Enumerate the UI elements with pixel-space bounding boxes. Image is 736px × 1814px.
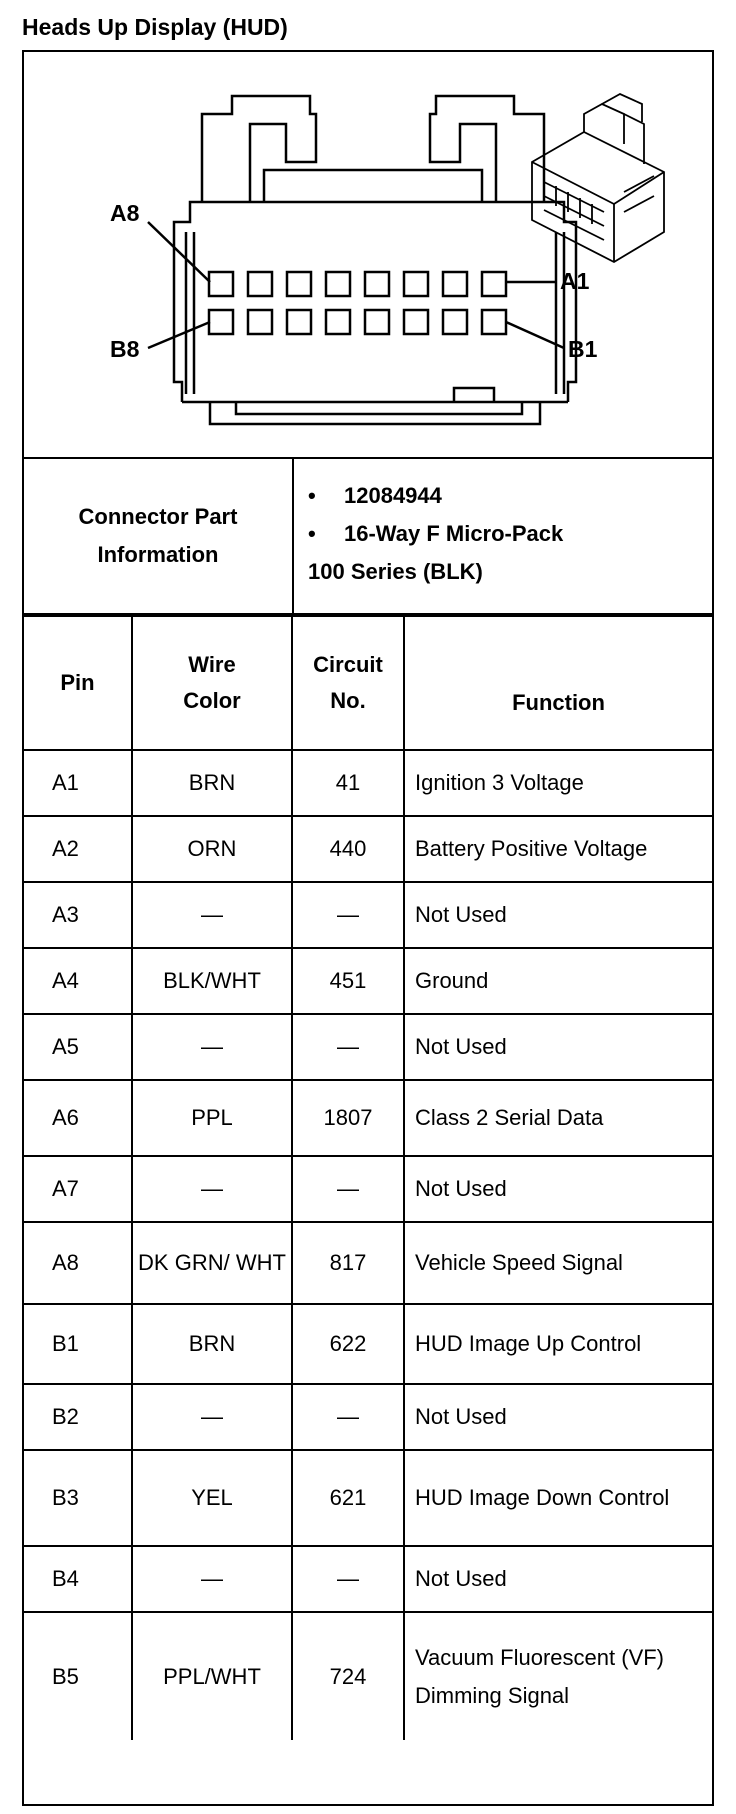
wire-color-cell: DK GRN/ WHT bbox=[132, 1222, 292, 1304]
function-cell: Not Used bbox=[404, 1156, 712, 1222]
circuit-cell: 724 bbox=[292, 1612, 404, 1740]
function-cell: Not Used bbox=[404, 1546, 712, 1612]
table-row bbox=[24, 1080, 712, 1156]
wire-color-cell: PPL bbox=[132, 1080, 292, 1156]
pin-cell: A8 bbox=[24, 1222, 132, 1304]
function-cell: Not Used bbox=[404, 1384, 712, 1450]
pin-cell: B1 bbox=[24, 1304, 132, 1384]
table-row bbox=[24, 1304, 712, 1384]
pin-cell: A2 bbox=[24, 816, 132, 882]
circuit-cell: 41 bbox=[292, 750, 404, 816]
table-row bbox=[24, 1612, 712, 1740]
page-title: Heads Up Display (HUD) bbox=[22, 14, 288, 40]
pin-cell: A6 bbox=[24, 1080, 132, 1156]
circuit-cell: 622 bbox=[292, 1304, 404, 1384]
part-number: 12084944 bbox=[344, 483, 442, 508]
wire-color-cell: — bbox=[132, 1156, 292, 1222]
table-row bbox=[24, 816, 712, 882]
circuit-cell: — bbox=[292, 882, 404, 948]
pin-cell: A3 bbox=[24, 882, 132, 948]
header-function: Function bbox=[404, 616, 712, 750]
table-header-row bbox=[24, 616, 712, 750]
pin-label-b1: B1 bbox=[568, 336, 598, 362]
circuit-cell: — bbox=[292, 1014, 404, 1080]
table-row bbox=[24, 1014, 712, 1080]
wire-color-cell: — bbox=[132, 882, 292, 948]
function-cell: HUD Image Down Control bbox=[404, 1450, 712, 1546]
table-row bbox=[24, 948, 712, 1014]
function-cell: Battery Positive Voltage bbox=[404, 816, 712, 882]
circuit-cell: 621 bbox=[292, 1450, 404, 1546]
table-row bbox=[24, 1546, 712, 1612]
function-cell: Ignition 3 Voltage bbox=[404, 750, 712, 816]
pin-label-b8: B8 bbox=[110, 336, 140, 362]
connector-face-drawing bbox=[24, 52, 712, 457]
header-circuit-no: Circuit No. bbox=[292, 616, 404, 750]
pin-label-a8: A8 bbox=[110, 200, 140, 226]
pin-cell: B2 bbox=[24, 1384, 132, 1450]
table-row bbox=[24, 1450, 712, 1546]
connector-info-label: Connector Part Information bbox=[24, 459, 294, 613]
function-cell: Vehicle Speed Signal bbox=[404, 1222, 712, 1304]
function-cell: HUD Image Up Control bbox=[404, 1304, 712, 1384]
function-cell: Not Used bbox=[404, 1014, 712, 1080]
pin-cell: A7 bbox=[24, 1156, 132, 1222]
wire-color-cell: PPL/WHT bbox=[132, 1612, 292, 1740]
pin-label-a1: A1 bbox=[560, 268, 590, 294]
table-row bbox=[24, 882, 712, 948]
wire-color-cell: BLK/WHT bbox=[132, 948, 292, 1014]
wire-color-cell: ORN bbox=[132, 816, 292, 882]
circuit-cell: — bbox=[292, 1384, 404, 1450]
table-row bbox=[24, 1156, 712, 1222]
circuit-cell: — bbox=[292, 1156, 404, 1222]
connector-info-details bbox=[294, 477, 563, 591]
function-cell: Vacuum Fluorescent (VF) Dimming Signal bbox=[404, 1612, 712, 1740]
wire-color-cell: YEL bbox=[132, 1450, 292, 1546]
pin-cell: A5 bbox=[24, 1014, 132, 1080]
connector-iso-icon bbox=[532, 94, 664, 262]
wire-color-cell: BRN bbox=[132, 750, 292, 816]
bullet-icon: • bbox=[308, 521, 316, 546]
pinout-table bbox=[24, 615, 712, 1740]
connector-diagram bbox=[24, 52, 712, 459]
function-cell: Ground bbox=[404, 948, 712, 1014]
wire-color-cell: — bbox=[132, 1014, 292, 1080]
pin-cell: A4 bbox=[24, 948, 132, 1014]
wire-color-cell: — bbox=[132, 1546, 292, 1612]
wire-color-cell: — bbox=[132, 1384, 292, 1450]
header-wire-color: Wire Color bbox=[132, 616, 292, 750]
circuit-cell: — bbox=[292, 1546, 404, 1612]
pin-cell: B5 bbox=[24, 1612, 132, 1740]
connector-part-information bbox=[24, 459, 712, 615]
pin-cell: A1 bbox=[24, 750, 132, 816]
table-row bbox=[24, 1222, 712, 1304]
pin-cell: B4 bbox=[24, 1546, 132, 1612]
pinout-rows bbox=[24, 750, 712, 1740]
wire-color-cell: BRN bbox=[132, 1304, 292, 1384]
connector-description: 16-Way F Micro-Pack bbox=[344, 521, 564, 546]
circuit-cell: 440 bbox=[292, 816, 404, 882]
circuit-cell: 451 bbox=[292, 948, 404, 1014]
table-row bbox=[24, 1384, 712, 1450]
function-cell: Class 2 Serial Data bbox=[404, 1080, 712, 1156]
bullet-icon: • bbox=[308, 483, 316, 508]
table-row bbox=[24, 750, 712, 816]
header-pin: Pin bbox=[24, 616, 132, 750]
connector-series: 100 Series (BLK) bbox=[308, 559, 483, 584]
function-cell: Not Used bbox=[404, 882, 712, 948]
circuit-cell: 817 bbox=[292, 1222, 404, 1304]
pin-cell: B3 bbox=[24, 1450, 132, 1546]
circuit-cell: 1807 bbox=[292, 1080, 404, 1156]
connector-sheet bbox=[22, 50, 714, 1806]
